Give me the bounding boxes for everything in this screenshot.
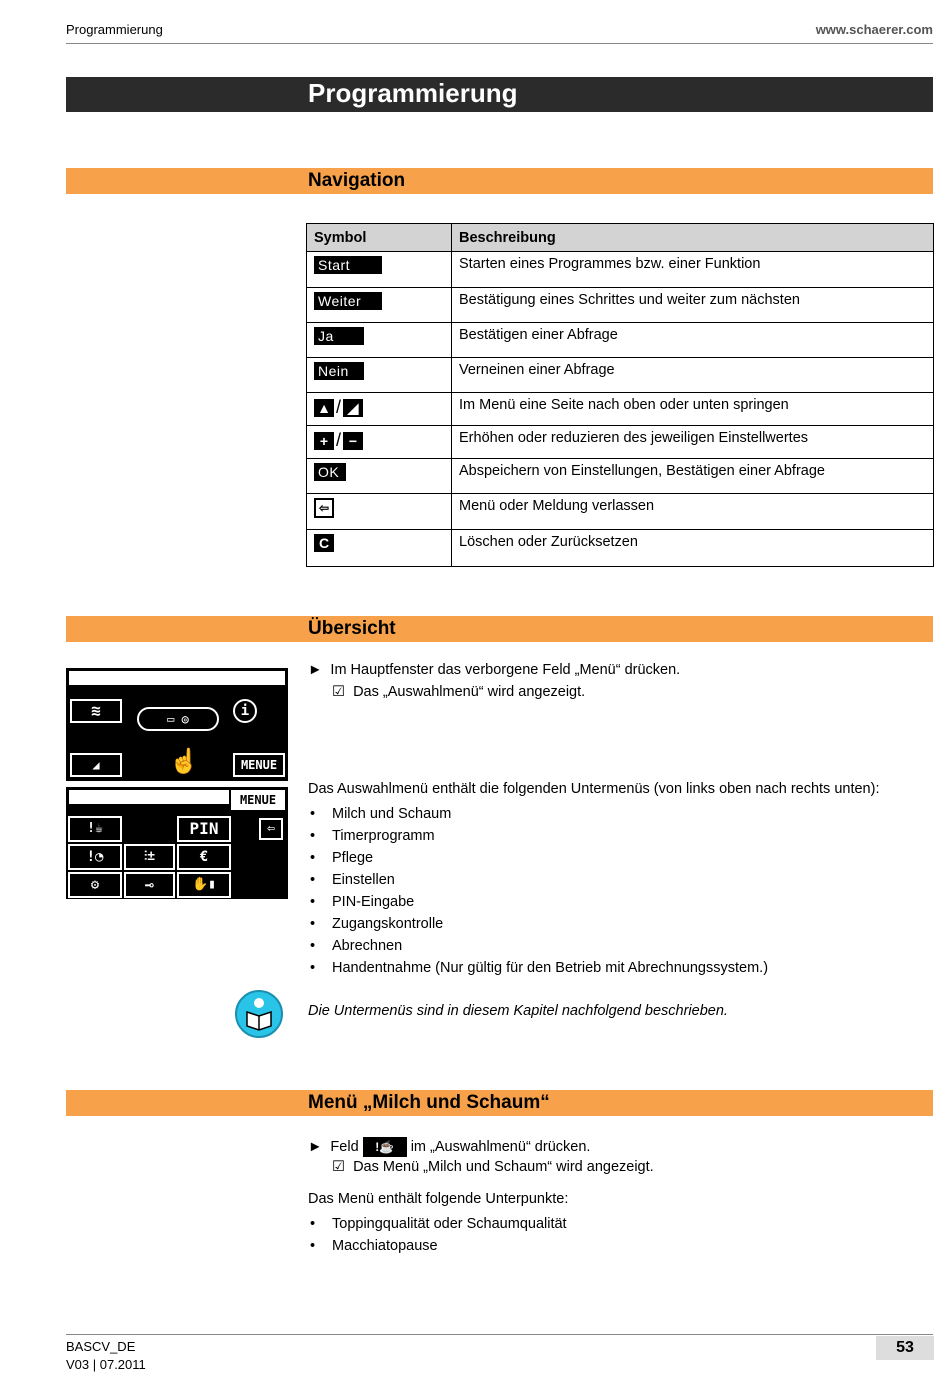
- menu-label: MENUE: [231, 790, 285, 810]
- table-row: [307, 494, 934, 530]
- table-row: [307, 252, 934, 288]
- section-bar-navigation: [66, 168, 933, 194]
- checkbox-icon: ☑: [332, 684, 345, 700]
- timer-icon[interactable]: !◔: [68, 844, 122, 870]
- milk-intro: Das Menü enthält folgende Unterpunkte:: [308, 1191, 569, 1207]
- table-cell-desc: Menü oder Meldung verlassen: [452, 494, 934, 530]
- table-cell-desc: Bestätigung eines Schrittes und weiter zum nächsten: [452, 288, 934, 323]
- settings-icon[interactable]: ⫶±: [124, 844, 175, 870]
- section-title-overview: Übersicht: [308, 618, 396, 639]
- table-cell-desc: Bestätigen einer Abfrage: [452, 323, 934, 358]
- col-header-description: Beschreibung: [452, 224, 934, 252]
- status-bar: [69, 790, 229, 804]
- ja-button-symbol: Ja: [314, 327, 364, 345]
- list-item: • Timerprogramm: [308, 828, 768, 850]
- table-cell-desc: Verneinen einer Abfrage: [452, 358, 934, 393]
- table-row: [307, 459, 934, 494]
- milk-result: ☑ Das Menü „Milch und Schaum“ wird angezeigt.: [332, 1159, 654, 1175]
- arrow-icon: ►: [308, 1138, 323, 1155]
- table-cell-desc: Im Menü eine Seite nach oben oder unten springen: [452, 393, 934, 426]
- overview-result: ☑ Das „Auswahlmenü“ wird angezeigt.: [332, 684, 586, 700]
- weiter-button-symbol: Weiter: [314, 292, 382, 310]
- overview-intro: Das Auswahlmenü enthält die folgenden Untermenüs (von links oben nach rechts unten):: [308, 781, 880, 797]
- read-manual-icon: [235, 990, 283, 1038]
- section-title-milk: Menü „Milch und Schaum“: [308, 1092, 550, 1113]
- page-up-icon: ▲: [314, 399, 334, 417]
- navigation-table: [306, 223, 934, 567]
- selection-menu-screen: [66, 787, 288, 899]
- list-item: • Zugangskontrolle: [308, 916, 768, 938]
- milk-subitems-list: [308, 1216, 567, 1260]
- signal-icon: ◢: [70, 753, 122, 777]
- table-row: [307, 530, 934, 567]
- milk-foam-icon: !☕: [363, 1137, 407, 1157]
- header-website[interactable]: www.schaerer.com: [815, 22, 933, 37]
- section-bar-overview: [66, 616, 933, 642]
- cup-slot-icon: ▭ ◎: [137, 707, 219, 731]
- milk-foam-icon[interactable]: !☕: [68, 816, 122, 842]
- list-item: • Macchiatopause: [308, 1238, 567, 1260]
- list-item: • Milch und Schaum: [308, 806, 768, 828]
- list-item: • Abrechnen: [308, 938, 768, 960]
- table-cell-desc: Starten eines Programmes bzw. einer Funktion: [452, 252, 934, 288]
- section-title-navigation: Navigation: [308, 170, 406, 191]
- list-item: • PIN-Eingabe: [308, 894, 768, 916]
- col-header-symbol: Symbol: [307, 224, 452, 252]
- list-item: • Pflege: [308, 850, 768, 872]
- milk-step: ► Feld !☕ im „Auswahlmenü“ drücken.: [308, 1137, 590, 1157]
- exit-icon[interactable]: ⇦: [259, 818, 283, 840]
- table-cell-desc: Abspeichern von Einstellungen, Bestätigen einer Abfrage: [452, 459, 934, 494]
- plus-icon: +: [314, 432, 334, 450]
- page-title: Programmierung: [308, 78, 518, 108]
- steam-icon: ≋: [70, 699, 122, 723]
- checkbox-icon: ☑: [332, 1159, 345, 1175]
- list-item: • Handentnahme (Nur gültig für den Betrieb mit Abrechnungssystem.): [308, 960, 768, 982]
- care-icon[interactable]: ⚙: [68, 872, 122, 898]
- pin-entry-button[interactable]: PIN: [177, 816, 231, 842]
- table-cell-desc: Löschen oder Zurücksetzen: [452, 530, 934, 567]
- ok-button-symbol: OK: [314, 463, 346, 481]
- table-row: [307, 323, 934, 358]
- menu-button[interactable]: MENUE: [233, 753, 285, 777]
- billing-icon[interactable]: €: [177, 844, 231, 870]
- submenu-list: [308, 806, 768, 982]
- table-row: [307, 288, 934, 323]
- footer-doc-id: BASCV_DE: [66, 1339, 136, 1354]
- exit-icon: ⇦: [314, 498, 334, 518]
- info-icon: i: [233, 699, 257, 723]
- start-button-symbol: Start: [314, 256, 382, 274]
- table-cell-desc: Erhöhen oder reduzieren des jeweiligen Einstellwertes: [452, 426, 934, 459]
- clear-icon: C: [314, 534, 334, 552]
- access-key-icon[interactable]: ⊸: [124, 872, 175, 898]
- nein-button-symbol: Nein: [314, 362, 364, 380]
- minus-icon: −: [343, 432, 363, 450]
- footer-divider: [66, 1334, 933, 1335]
- hand-pointer-icon: ☝: [169, 748, 199, 775]
- main-window-screen: [66, 668, 288, 781]
- page-down-icon: ◢: [343, 399, 363, 417]
- table-row: + / − Erhöhen oder reduzieren des jeweiligen Einstellwertes: [307, 426, 934, 459]
- table-row: [307, 358, 934, 393]
- footer-version: V03 | 07.2011: [66, 1357, 146, 1372]
- header-divider: [66, 43, 933, 44]
- header-chapter: Programmierung: [66, 22, 163, 37]
- status-bar: [69, 671, 285, 685]
- overview-step: ► Im Hauptfenster das verborgene Feld „Menü“ drücken.: [308, 662, 681, 678]
- list-item: • Einstellen: [308, 872, 768, 894]
- list-item: • Toppingqualität oder Schaumqualität: [308, 1216, 567, 1238]
- info-note: Die Untermenüs sind in diesem Kapitel nachfolgend beschrieben.: [308, 1003, 728, 1019]
- table-row: ▲ / ◢ Im Menü eine Seite nach oben oder unten springen: [307, 393, 934, 426]
- page-number: 53: [876, 1336, 934, 1360]
- manual-dispense-icon[interactable]: ✋▮: [177, 872, 231, 898]
- arrow-icon: ►: [308, 662, 323, 678]
